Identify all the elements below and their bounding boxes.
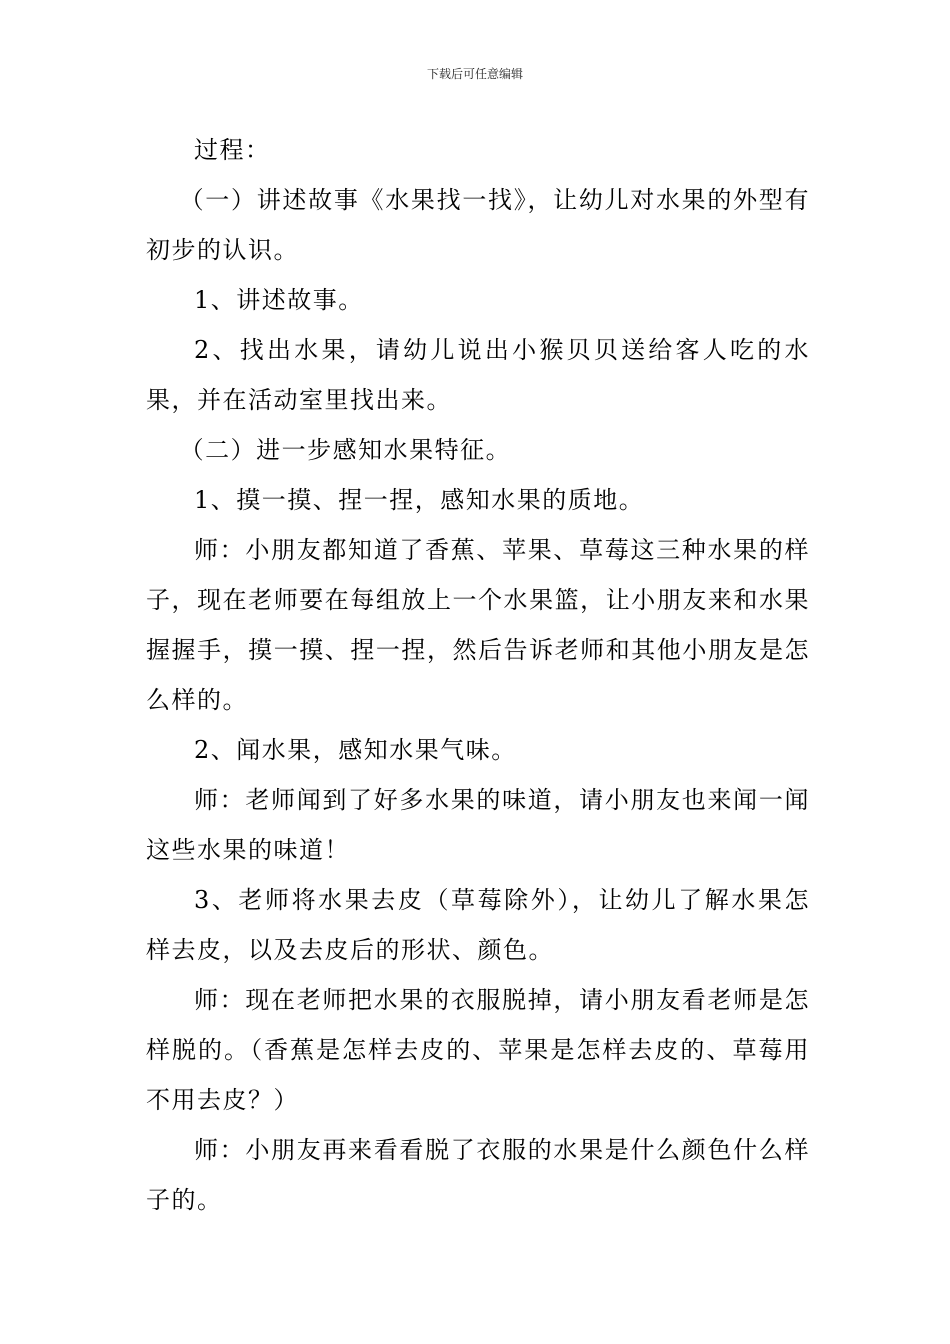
document-body [146,125,810,1225]
paragraph-step-tell-story: 1、讲述故事。 [194,286,364,314]
paragraph-teacher-look: 师：小朋友再来看看脱了衣服的水果是什么颜色什么样子的。 [146,1136,810,1214]
paragraph-teacher-peel: 师：现在老师把水果的衣服脱掉，请小朋友看老师是怎样脱的。（香蕉是怎样去皮的、苹果是怎样去皮的、草莓用不用去皮？） [146,986,810,1114]
paragraph-teacher-touch: 师：小朋友都知道了香蕉、苹果、草莓这三种水果的样子，现在老师要在每组放上一个水果篮，让小朋友来和水果握握手，摸一摸、捏一捏，然后告诉老师和其他小朋友是怎么样的。 [146,536,810,714]
paragraph-section-two: （二）进一步感知水果特征。 [179,436,512,464]
paragraph-step-find-fruit: 2、找出水果，请幼儿说出小猴贝贝送给客人吃的水果，并在活动室里找出来。 [146,336,810,414]
paragraph-teacher-smell: 师：老师闻到了好多水果的味道，请小朋友也来闻一闻这些水果的味道！ [146,786,810,864]
paragraph-step-smell: 2、闻水果，感知水果气味。 [194,736,517,764]
page-header-note: 下载后可任意编辑 [426,67,523,81]
paragraph-section-one: （一）讲述故事《水果找一找》，让幼儿对水果的外型有初步的认识。 [146,186,810,264]
paragraph-step-touch: 1、摸一摸、捏一捏，感知水果的质地。 [194,486,645,514]
paragraph-process-heading: 过程： [194,136,271,164]
paragraph-step-peel: 3、老师将水果去皮（草莓除外），让幼儿了解水果怎样去皮，以及去皮后的形状、颜色。 [146,886,810,964]
